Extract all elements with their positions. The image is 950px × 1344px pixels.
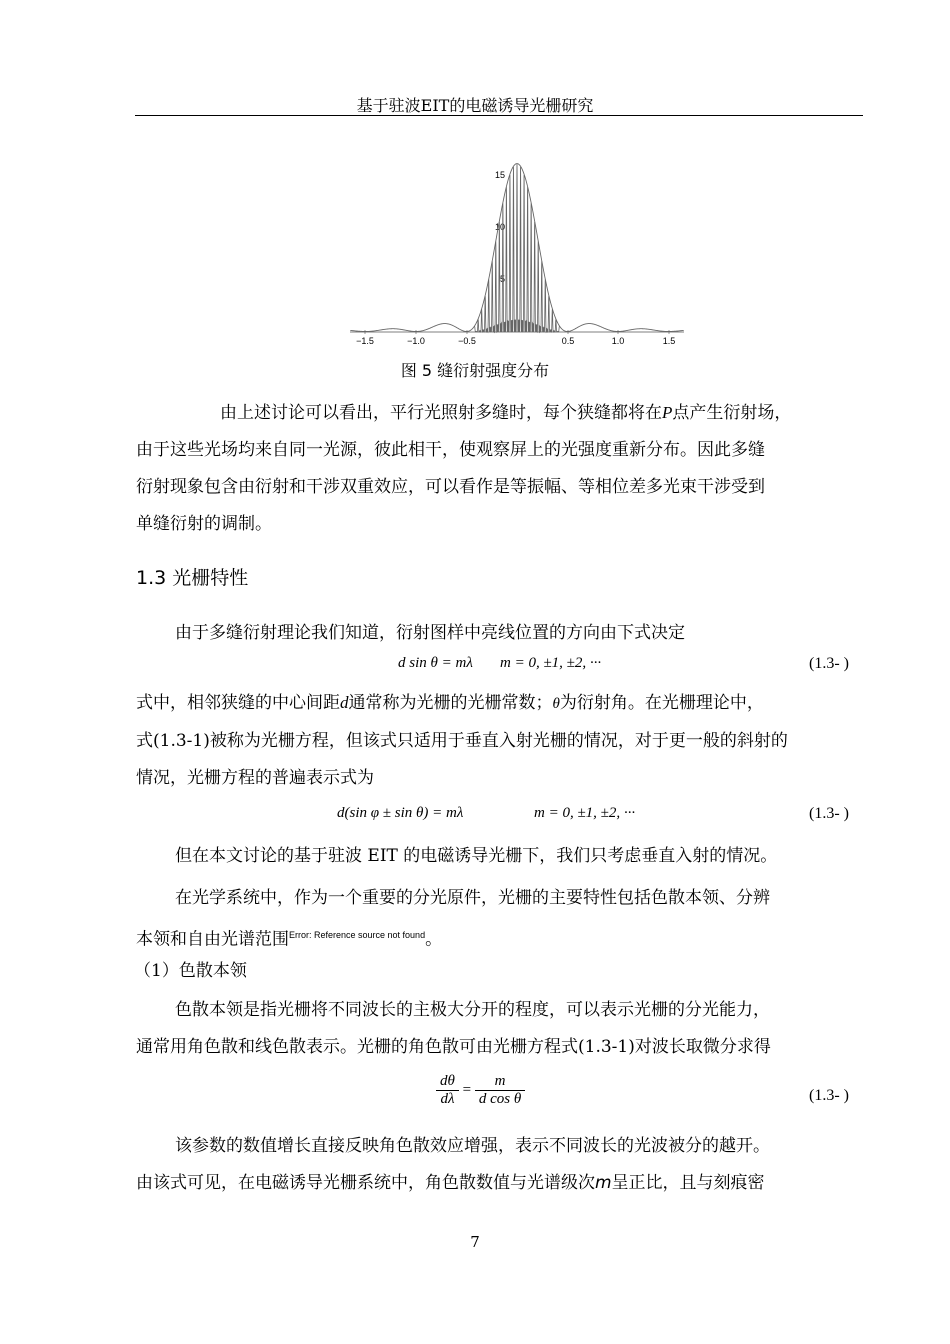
x-tick-label: −1.5 <box>356 336 374 346</box>
page-number: 7 <box>470 1233 480 1251</box>
equation-1-number: (1.3- ) <box>809 655 849 672</box>
equation-1-lhs: d sin θ = mλ <box>398 655 473 671</box>
y-tick-label: 15 <box>494 170 505 180</box>
x-tick-label: −0.5 <box>458 336 476 346</box>
paragraph-3: 式中，相邻狭缝的中心间距d通常称为光栅的光栅常数；θ为衍射角。在光栅理论中， 式(1.3-1)被称为光栅方程，但该式只适用于垂直入射光栅的情况，对于更一般的斜射的 情况，光栅方程的普遍表示式为 <box>136 693 788 788</box>
x-tick-label: 1.5 <box>662 336 676 346</box>
y-tick-label: 10 <box>494 222 505 232</box>
paragraph-6: 色散本领是指光栅将不同波长的主极大分开的程度，可以表示光栅的分光能力， 通常用角色散和线色散表示。光栅的角色散可由光栅方程式(1.3-1)对波长取微分求得 <box>136 1000 771 1057</box>
paragraph-7: 该参数的数值增长直接反映角色散效应增强，表示不同波长的光波被分的越开。 由该式可见，在电磁诱导光栅系统中，角色散数值与光谱级次m呈正比，且与刻痕密 <box>136 1136 770 1193</box>
paragraph-1: 由上述讨论可以看出，平行光照射多缝时，每个狭缝都将在P点产生衍射场， 由于这些光场均来自同一光源，彼此相干，使观察屏上的光强度重新分布。因此多缝 衍射现象包含由衍射和干涉双重效应，可以看作是等振幅、等相位差多光束干涉受到 单缝衍射的调制。 <box>136 403 792 534</box>
equation-3: $\frac{d\theta}{d\lambda}$ = $\frac{m}{\text{d cos θ}}$ <box>436 1073 525 1108</box>
header-rule <box>135 115 863 116</box>
x-tick-label: 0.5 <box>561 336 575 346</box>
equation-1-condition: m = 0, ±1, ±2, ··· <box>500 655 602 671</box>
paragraph-5: 在光学系统中，作为一个重要的分光原件，光栅的主要特性包括色散本领、分辨 本领和自由光谱范围$^{Error: Reference source not found}$。 <box>136 888 770 950</box>
running-header: 基于驻波EIT的电磁诱导光栅研究 <box>356 96 594 115</box>
paragraph-4: 但在本文讨论的基于驻波 EIT 的电磁诱导光栅下，我们只考虑垂直入射的情况。 <box>175 846 778 866</box>
x-tick-label: −1.0 <box>407 336 425 346</box>
section-title: 1.3 光栅特性 <box>136 567 249 589</box>
figure-caption: 图 5 缝衍射强度分布 <box>400 361 550 380</box>
diffraction-intensity-figure <box>346 140 688 350</box>
equation-2-number: (1.3- ) <box>809 805 849 822</box>
list-item-1: （1）色散本领 <box>134 961 247 981</box>
multi-slit-intensity <box>475 164 560 332</box>
equation-3-number: (1.3- ) <box>809 1087 849 1104</box>
y-tick-label: 5 <box>499 274 505 284</box>
equation-2-lhs: d(sin φ ± sin θ) = mλ <box>337 805 464 821</box>
paragraph-2: 由于多缝衍射理论我们知道，衍射图样中亮线位置的方向由下式决定 <box>175 623 685 643</box>
x-tick-label: 1.0 <box>611 336 625 346</box>
reference-error: Error: Reference source not found <box>289 930 426 940</box>
equation-2-condition: m = 0, ±1, ±2, ··· <box>534 805 636 821</box>
